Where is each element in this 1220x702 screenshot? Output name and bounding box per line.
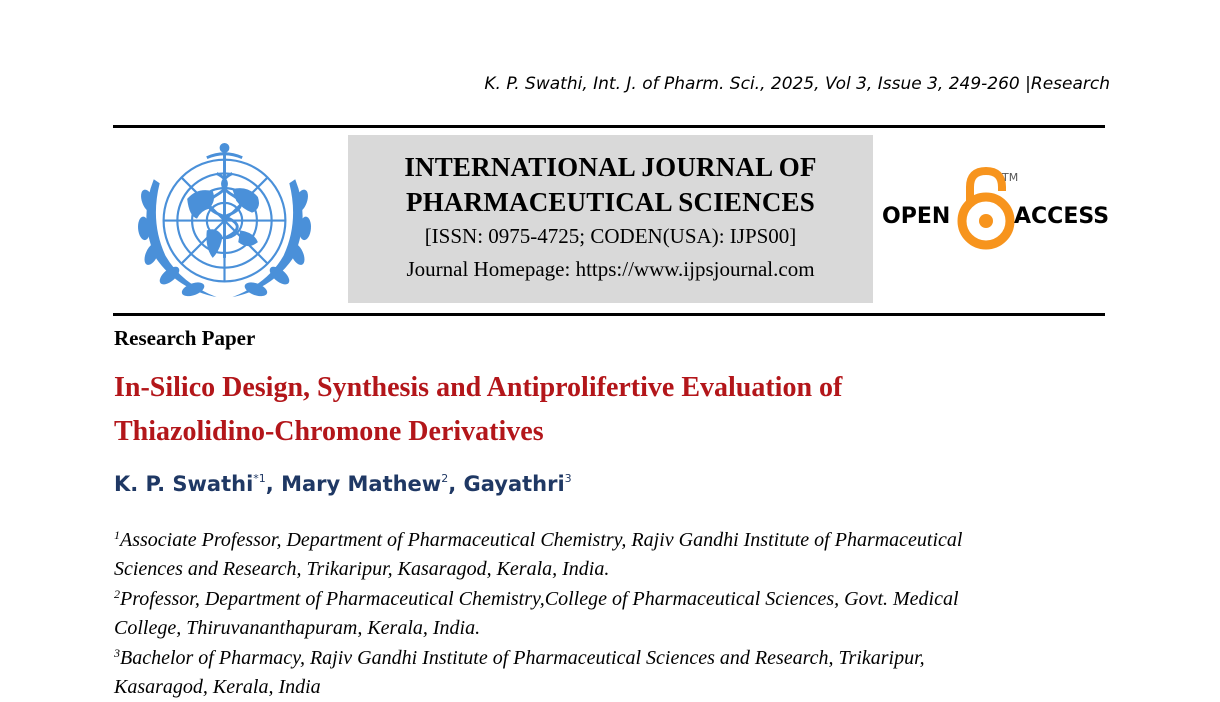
journal-name-line1: INTERNATIONAL JOURNAL OF bbox=[404, 152, 817, 182]
author-name[interactable]: Mary Mathew bbox=[281, 472, 442, 496]
affiliation-line2: College, Thiruvananthapuram, Kerala, India. bbox=[114, 617, 481, 639]
affiliation-line1: Professor, Department of Pharmaceutical Chemistry,College of Pharmaceutical Sciences, Govt. Medical bbox=[120, 588, 959, 610]
top-rule bbox=[113, 125, 1105, 128]
affiliation-number: 1 bbox=[114, 528, 120, 542]
open-access-logo bbox=[880, 165, 1110, 255]
journal-emblem-icon bbox=[126, 140, 323, 305]
journal-name-line2: PHARMACEUTICAL SCIENCES bbox=[406, 187, 815, 217]
author-affil-ref: *1 bbox=[253, 472, 266, 485]
affiliation-3 bbox=[114, 639, 1104, 702]
trademark-mark: TM bbox=[1002, 171, 1019, 184]
journal-homepage: Journal Homepage: https://www.ijpsjournal.com bbox=[406, 257, 815, 281]
journal-masthead bbox=[348, 135, 873, 303]
affiliation-line1: Associate Professor, Department of Pharmaceutical Chemistry, Rajiv Gandhi Institute of Pharmaceutical bbox=[120, 529, 963, 551]
article-title-line2: Thiazolidino-Chromone Derivatives bbox=[114, 416, 544, 447]
journal-name bbox=[348, 150, 873, 220]
affiliation-2 bbox=[114, 580, 1104, 643]
open-access-open-text: OPEN bbox=[882, 204, 951, 229]
affiliation-number: 2 bbox=[114, 587, 120, 601]
affiliation-line2: Kasaragod, Kerala, India bbox=[114, 676, 321, 698]
running-head: K. P. Swathi, Int. J. of Pharm. Sci., 2025, Vol 3, Issue 3, 249-260 |Research bbox=[484, 74, 1110, 94]
affiliation-1 bbox=[114, 521, 1104, 584]
author-separator: , bbox=[448, 472, 464, 496]
author-affil-ref: 3 bbox=[564, 472, 572, 485]
author-list bbox=[114, 472, 572, 496]
affiliation-line1: Bachelor of Pharmacy, Rajiv Gandhi Institute of Pharmaceutical Sciences and Research, Trikaripur, bbox=[120, 647, 925, 669]
author-name[interactable]: K. P. Swathi bbox=[114, 472, 254, 496]
affiliation-line2: Sciences and Research, Trikaripur, Kasaragod, Kerala, India. bbox=[114, 558, 610, 580]
journal-issn: [ISSN: 0975-4725; CODEN(USA): IJPS00] bbox=[424, 224, 797, 248]
article-title-line1: In-Silico Design, Synthesis and Antiprolifertive Evaluation of bbox=[114, 372, 843, 403]
article-title bbox=[114, 366, 1094, 454]
bottom-rule bbox=[113, 313, 1105, 316]
author-affil-ref: 2 bbox=[441, 472, 449, 485]
author-name[interactable]: Gayathri bbox=[463, 472, 565, 496]
open-access-access-text: ACCESS bbox=[1014, 204, 1110, 229]
author-separator: , bbox=[265, 472, 282, 496]
paper-type: Research Paper bbox=[114, 326, 256, 350]
affiliation-number: 3 bbox=[114, 646, 120, 660]
